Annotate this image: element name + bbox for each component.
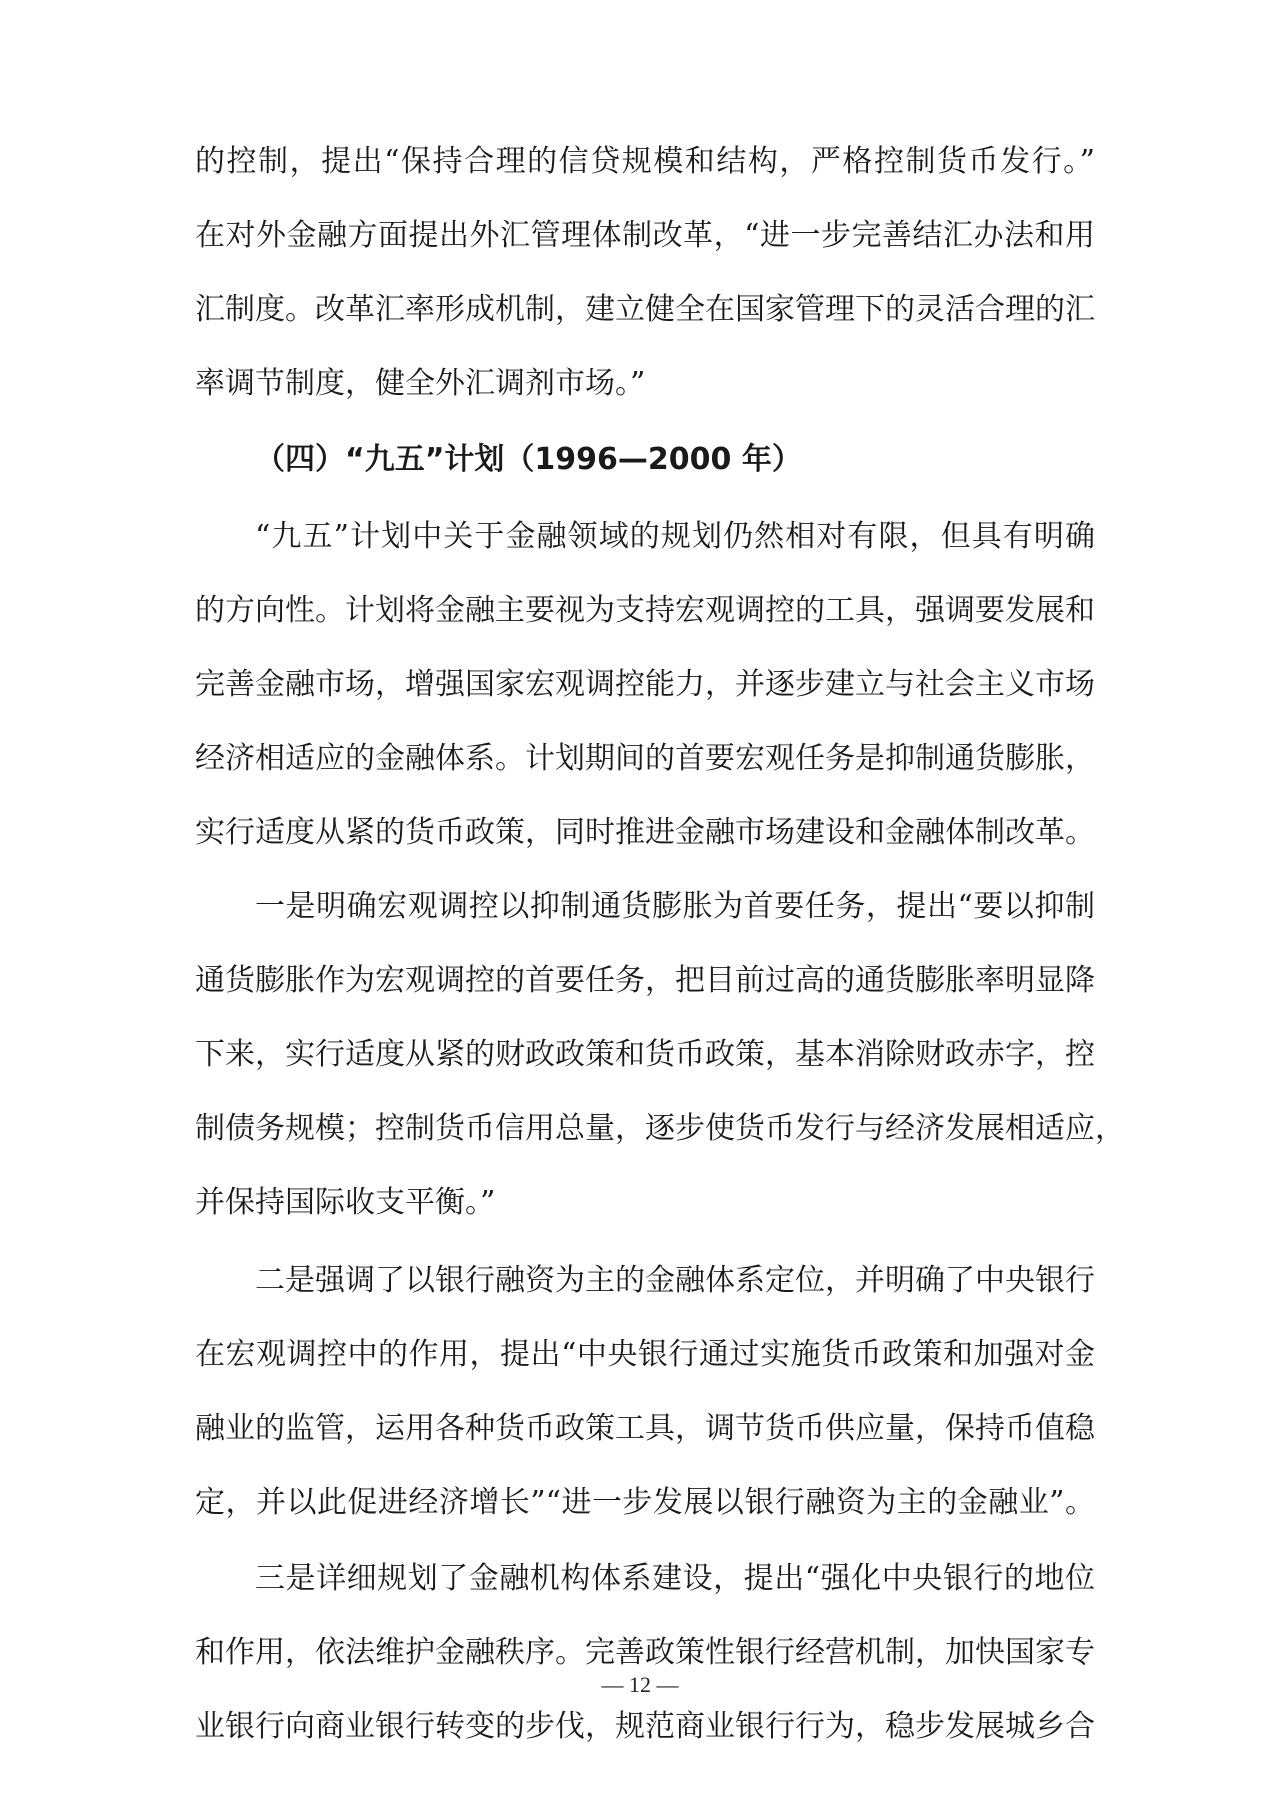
- paragraph-line: 在宏观调控中的作用，提出“中央银行通过实施货币政策和加强对金: [195, 1337, 1095, 1372]
- paragraph-line: 通货膨胀作为宏观调控的首要任务，把目前过高的通货膨胀率明显降: [195, 963, 1095, 998]
- paragraph-line: 实行适度从紧的货币政策，同时推进金融市场建设和金融体制改革。: [195, 815, 1095, 850]
- document-page: [195, 0, 1125, 1810]
- paragraph-line: 的控制，提出“保持合理的信贷规模和结构，严格控制货币发行。”: [195, 144, 1095, 179]
- paragraph-line: 业银行向商业银行转变的步伐，规范商业银行行为，稳步发展城乡合: [195, 1709, 1095, 1744]
- paragraph-line: 二是强调了以银行融资为主的金融体系定位，并明确了中央银行: [255, 1263, 1095, 1298]
- paragraph-line: 制债务规模；控制货币信用总量，逐步使货币发行与经济发展相适应，: [195, 1111, 1125, 1146]
- paragraph-line: 一是明确宏观调控以抑制通货膨胀为首要任务，提出“要以抑制: [255, 889, 1095, 924]
- paragraph-line: 下来，实行适度从紧的财政政策和货币政策，基本消除财政赤字，控: [195, 1037, 1095, 1072]
- paragraph-line: 率调节制度，健全外汇调剂市场。”: [195, 366, 646, 401]
- paragraph-line: 并保持国际收支平衡。”: [195, 1185, 496, 1220]
- paragraph-line: 汇制度。改革汇率形成机制，建立健全在国家管理下的灵活合理的汇: [195, 292, 1095, 327]
- paragraph-line: 的方向性。计划将金融主要视为支持宏观调控的工具，强调要发展和: [195, 593, 1095, 628]
- page-number: — 12 —: [601, 1672, 679, 1697]
- paragraph-line: 完善金融市场，增强国家宏观调控能力，并逐步建立与社会主义市场: [195, 667, 1095, 702]
- section-heading: （四）“九五”计划（1996—2000 年）: [255, 442, 802, 477]
- paragraph-line: 融业的监管，运用各种货币政策工具，调节货币供应量，保持币值稳: [195, 1411, 1095, 1446]
- paragraph-line: “九五”计划中关于金融领域的规划仍然相对有限，但具有明确: [255, 519, 1095, 554]
- paragraph-line: 经济相适应的金融体系。计划期间的首要宏观任务是抑制通货膨胀，: [195, 741, 1095, 776]
- paragraph-line: 在对外金融方面提出外汇管理体制改革，“进一步完善结汇办法和用: [195, 218, 1095, 253]
- paragraph-line: 和作用，依法维护金融秩序。完善政策性银行经营机制，加快国家专: [195, 1635, 1095, 1670]
- paragraph-line: 三是详细规划了金融机构体系建设，提出“强化中央银行的地位: [255, 1561, 1095, 1596]
- paragraph-line: 定，并以此促进经济增长”“进一步发展以银行融资为主的金融业”。: [195, 1485, 1095, 1520]
